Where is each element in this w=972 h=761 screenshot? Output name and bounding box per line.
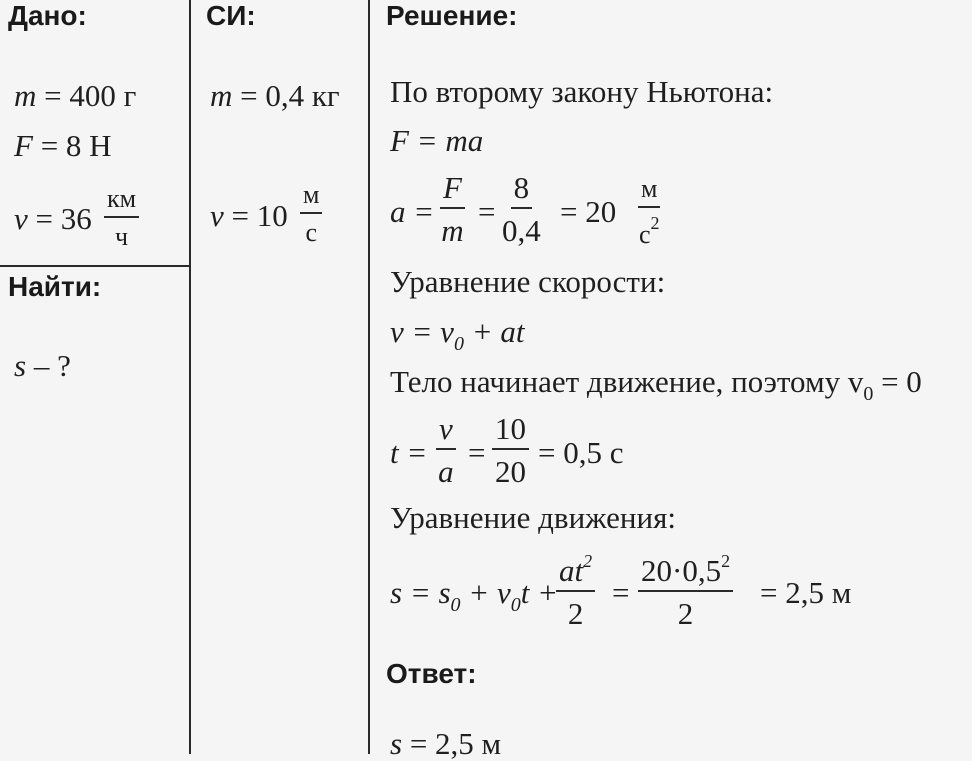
motion-lhs-mid: + v <box>460 575 511 610</box>
accel-fraction-1 <box>440 172 465 246</box>
start-condition-rest: = 0 <box>873 364 922 399</box>
si-velocity-unit-num: м <box>300 182 322 214</box>
accel-f2-num: 8 <box>511 172 533 209</box>
start-condition-text <box>390 366 922 404</box>
speed-equation-text: Уравнение скорости: <box>390 264 666 299</box>
accel-f2-den: 0,4 <box>502 213 541 248</box>
time-lhs: t = <box>390 435 428 470</box>
motion-f2-num <box>638 552 733 592</box>
time-result: = 0,5 с <box>538 435 624 470</box>
find-question: – ? <box>26 348 71 383</box>
speed-formula-lhs: v = v <box>390 314 454 349</box>
given-mass-value: = 400 г <box>44 78 137 113</box>
given-velocity-unit <box>104 186 139 250</box>
si-velocity <box>210 200 288 231</box>
time-f1-num: v <box>436 413 456 450</box>
motion-fraction-2 <box>638 552 733 629</box>
si-mass-var: m <box>210 78 233 113</box>
motion-lhs <box>390 577 558 615</box>
given-mass-var: m <box>14 78 37 113</box>
answer-var: s <box>390 726 403 761</box>
given-velocity-unit-den: ч <box>115 222 129 251</box>
given-force-value: = 8 Н <box>40 128 112 163</box>
accel-result: = 20 <box>560 194 617 229</box>
given-mass <box>14 80 136 111</box>
given-force <box>14 130 112 161</box>
find-value <box>14 350 71 381</box>
start-condition-main: Тело начинает движение, поэтому v <box>390 364 864 399</box>
motion-lhs-tplus: t + <box>520 575 559 610</box>
time-f1-den: a <box>438 454 454 489</box>
si-velocity-unit <box>300 182 322 246</box>
time-f2-num: 10 <box>492 413 529 450</box>
newton-law-text: По второму закону Ньютона: <box>390 74 774 109</box>
motion-f2-den: 2 <box>677 596 694 631</box>
motion-eq1: = <box>612 575 630 610</box>
answer-value <box>390 728 501 759</box>
motion-f2-num-base: 20·0,5 <box>641 553 722 588</box>
given-velocity-var: v <box>14 201 28 236</box>
motion-fraction-1 <box>556 552 595 629</box>
answer-result: = 2,5 м <box>409 726 502 761</box>
motion-f2-num-sup: 2 <box>721 551 731 571</box>
given-velocity-unit-num: км <box>104 186 139 218</box>
accel-unit-den-sup: 2 <box>650 213 660 233</box>
motion-result: = 2,5 м <box>760 575 852 610</box>
given-velocity <box>14 203 92 234</box>
speed-formula-sub: 0 <box>453 333 464 355</box>
motion-f1-num-base: at <box>559 553 584 588</box>
time-f2-den: 20 <box>495 454 526 489</box>
time-eq1: = <box>468 435 486 470</box>
si-velocity-unit-den: с <box>305 218 317 247</box>
newton-law-formula: F = ma <box>390 123 484 158</box>
motion-f1-num <box>556 552 595 592</box>
solution-header: Решение: <box>386 0 518 31</box>
divider-si-solution <box>368 0 370 754</box>
time-fraction-2 <box>492 413 529 487</box>
given-velocity-value: = 36 <box>35 201 92 236</box>
time-fraction-1 <box>436 413 456 487</box>
motion-equation-text: Уравнение движения: <box>390 500 676 535</box>
accel-unit-den-base: с <box>638 220 651 249</box>
accel-eq1: = <box>478 194 496 229</box>
find-var: s <box>14 348 27 383</box>
motion-f1-num-sup: 2 <box>583 551 593 571</box>
accel-f1-num: F <box>440 172 465 209</box>
given-header: Дано: <box>8 0 87 31</box>
si-mass <box>210 80 340 111</box>
accel-unit <box>638 176 660 248</box>
accel-unit-num: м <box>638 176 660 208</box>
motion-f1-den: 2 <box>567 596 584 631</box>
find-header: Найти: <box>8 271 102 302</box>
start-condition-sub: 0 <box>863 383 874 405</box>
motion-lhs-s0-sub: 0 <box>450 594 461 616</box>
si-mass-value: = 0,4 кг <box>240 78 340 113</box>
motion-lhs-v0-sub: 0 <box>510 594 521 616</box>
answer-header: Ответ: <box>386 658 477 689</box>
accel-lhs: a = <box>390 194 435 229</box>
given-force-var: F <box>14 128 33 163</box>
motion-lhs-s: s = s <box>390 575 451 610</box>
speed-equation-formula <box>390 316 524 354</box>
si-header: СИ: <box>206 0 256 31</box>
speed-formula-rest: + at <box>463 314 525 349</box>
si-velocity-value: = 10 <box>231 198 288 233</box>
divider-given-find <box>0 265 190 267</box>
accel-fraction-2 <box>502 172 541 246</box>
accel-unit-den <box>639 208 660 248</box>
accel-f1-den: m <box>441 213 464 248</box>
si-velocity-var: v <box>210 198 224 233</box>
divider-given-si <box>189 0 191 754</box>
